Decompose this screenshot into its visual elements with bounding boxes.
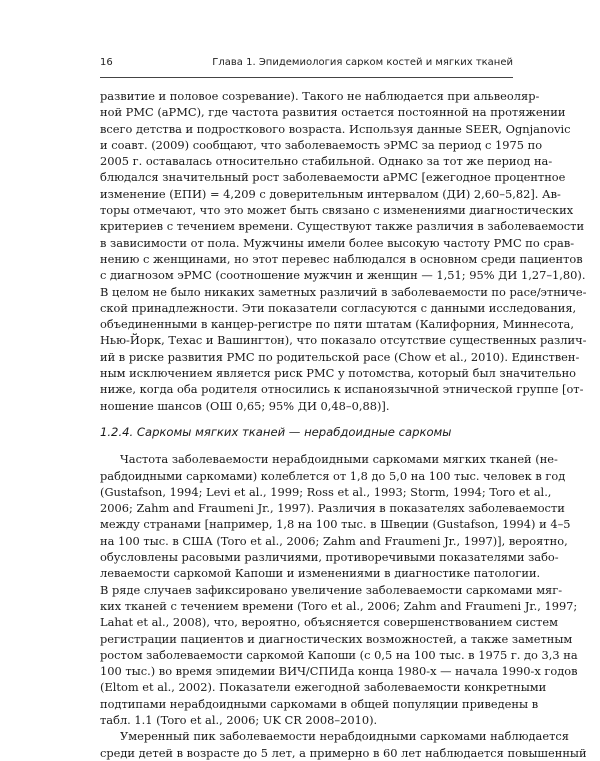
text-line: нению с женщинами, но этот перевес наблюдался в основном среди пациентов — [100, 251, 583, 266]
text-line: Lahat et al., 2008), что, вероятно, объясняется совершенствованием систем — [100, 615, 558, 630]
paragraph-3 — [100, 728, 587, 761]
body-text — [100, 88, 587, 761]
page-number: 16 — [100, 57, 113, 68]
text-line: ношение шансов (ОШ 0,65; 95% ДИ 0,48–0,88)]. — [100, 398, 390, 413]
text-line: рабдоидными саркомами) колеблется от 1,8 до 5,0 на 100 тыс. человек в год — [100, 468, 566, 483]
text-line: ий в риске развития РМС по родительской расе (Chow et al., 2010). Единствен- — [100, 349, 580, 364]
paragraph-1 — [100, 88, 587, 414]
header-rule — [100, 77, 513, 78]
text-line: объединенными в канцер-регистре по пяти штатам (Калифорния, Миннесота, — [100, 317, 574, 332]
text-line: блюдался значительный рост заболеваемости аРМС [ежегодное процентное — [100, 170, 566, 185]
text-line: ростом заболеваемости саркомой Капоши (с 0,5 на 100 тыс. в 1975 г. до 3,3 на — [100, 647, 578, 662]
text-line: в зависимости от пола. Мужчины имели более высокую частоту РМС по срав- — [100, 235, 575, 250]
text-line: Частота заболеваемости нерабдоидными саркомами мягких тканей (не- — [120, 452, 558, 467]
text-line: и соавт. (2009) сообщают, что заболеваемость эРМС за период с 1975 по — [100, 137, 543, 152]
text-line: ниже, когда оба родителя относились к испаноязычной этнической группе [от- — [100, 382, 584, 397]
text-line: изменение (ЕПИ) = 4,209 с доверительным интервалом (ДИ) 2,60–5,82]. Ав- — [100, 186, 561, 201]
text-line: на 100 тыс. в США (Toro et al., 2006; Zahm and Fraumeni Jr., 1997)], вероятно, — [100, 533, 568, 548]
text-line: обусловлены расовыми различиями, противоречивыми показателями забо- — [100, 550, 559, 565]
text-line: с диагнозом эРМС (соотношение мужчин и женщин — 1,51; 95% ДИ 1,27–1,80). — [100, 268, 586, 283]
text-line: ской принадлежности. Эти показатели согласуются с данными исследования, — [100, 300, 577, 315]
paragraph-2 — [100, 451, 578, 728]
section-heading: 1.2.4. Саркомы мягких тканей — нерабдоидные саркомы — [100, 424, 452, 439]
text-line: критериев с течением времени. Существуют также различия в заболеваемости — [100, 219, 585, 234]
text-line: 100 тыс.) во время эпидемии ВИЧ/СПИДа конца 1980-х — начала 1990-х годов — [100, 664, 578, 679]
text-line: 2006; Zahm and Fraumeni Jr., 1997). Различия в показателях заболеваемости — [100, 501, 565, 516]
text-line: Умеренный пик заболеваемости нерабдоидными саркомами наблюдается — [120, 729, 569, 744]
text-line: леваемости саркомой Капоши и изменениями в диагностике патологии. — [100, 566, 541, 581]
text-line: (Eltom et al., 2002). Показатели ежегодной заболеваемости конкретными — [100, 680, 547, 695]
running-head: Глава 1. Эпидемиология сарком костей и мягких тканей — [212, 57, 513, 68]
text-line: ной РМС (аРМС), где частота развития остается постоянной на протяжении — [100, 105, 566, 120]
page-header — [100, 55, 513, 71]
text-line: среди детей в возрасте до 5 лет, а примерно в 60 лет наблюдается повышенный — [100, 745, 587, 760]
text-line: ным исключением является риск РМС у потомства, который был значительно — [100, 366, 577, 381]
text-line: (Gustafson, 1994; Levi et al., 1999; Ross et al., 1993; Storm, 1994; Toro et al., — [100, 484, 552, 499]
text-line: В целом не было никаких заметных различий в заболеваемости по расе/этниче- — [100, 284, 587, 299]
text-line: 2005 г. оставалась относительно стабильной. Однако за тот же период на- — [100, 154, 553, 169]
text-line: регистрации пациентов и диагностических возможностей, а также заметным — [100, 631, 573, 646]
text-line: торы отмечают, что это может быть связано с изменениями диагностических — [100, 203, 574, 218]
text-line: Нью-Йорк, Техас и Вашингтон), что показало отсутствие существенных различ- — [100, 333, 587, 348]
text-line: ких тканей с течением времени (Toro et al., 2006; Zahm and Fraumeni Jr., 1997; — [100, 598, 578, 613]
text-line: всего детства и подросткового возраста. Используя данные SEER, Ognjanovic — [100, 121, 571, 136]
text-line: подтипами нерабдоидными саркомами в общей популяции приведены в — [100, 696, 539, 711]
text-line: табл. 1.1 (Toro et al., 2006; UK CR 2008–2010). — [100, 712, 378, 727]
text-line: развитие и половое созревание). Такого не наблюдается при альвеоляр- — [100, 89, 540, 103]
text-line: между странами [например, 1,8 на 100 тыс. в Швеции (Gustafson, 1994) и 4–5 — [100, 517, 571, 532]
text-line: В ряде случаев зафиксировано увеличение заболеваемости саркомами мяг- — [100, 582, 563, 597]
